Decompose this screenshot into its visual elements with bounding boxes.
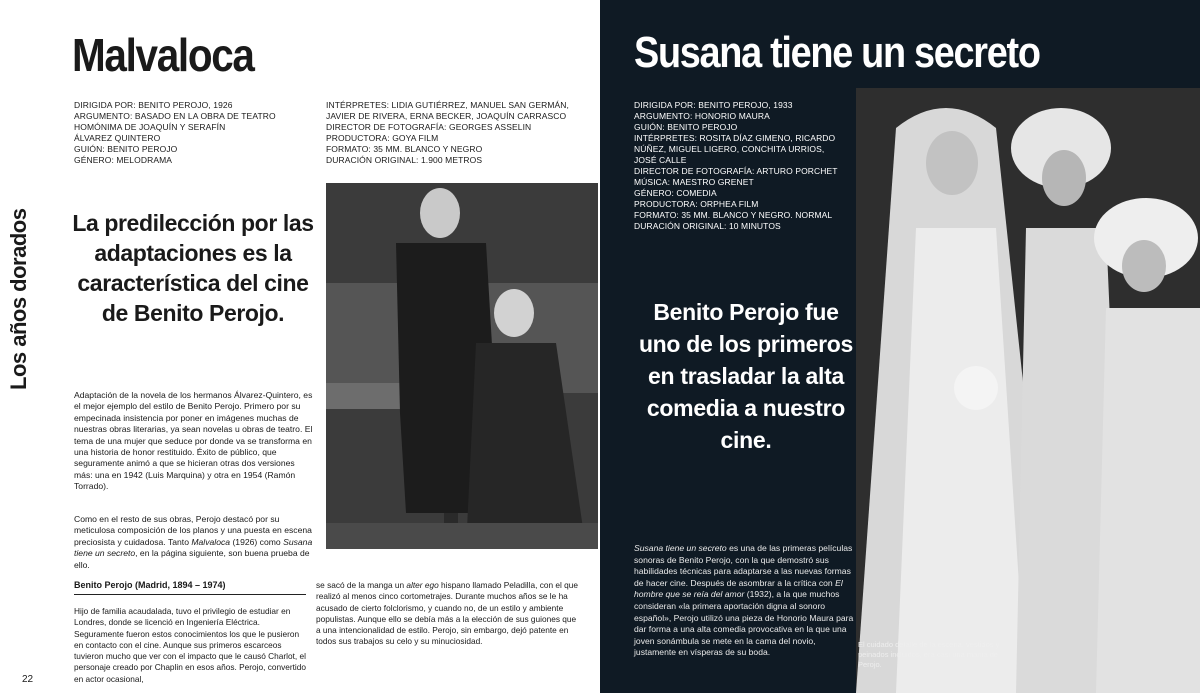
credit-line: DURACIÓN ORIGINAL: 1.900 METROS (326, 155, 483, 165)
credit-line: INTÉRPRETES: LIDIA GUTIÉRREZ, MANUEL SAN GERMÁN, (326, 100, 569, 110)
credit-line: ÁLVAREZ QUINTERO (74, 133, 161, 143)
intro-paragraph-2: Como en el resto de sus obras, Perojo destacó por su meticulosa composición de los planos y una puesta en escena preciosista y cuidadosa. Tanto Malvaloca (1926) como Susana tiene un secreto, en la página siguiente, son buena prueba de ello. (74, 514, 313, 570)
credits-column (634, 100, 854, 232)
credit-line: GÉNERO: COMEDIA (634, 188, 717, 198)
credit-line: ARGUMENTO: BASADO EN LA OBRA DE TEATRO (74, 111, 276, 121)
credit-line: DIRIGIDA POR: BENITO PEROJO, 1926 (74, 100, 233, 110)
credit-line: JAVIER DE RIVERA, ERNA BECKER, JOAQUÍN CARRASCO (326, 111, 567, 121)
section-side-title-text: Los años dorados (6, 208, 31, 390)
credit-line: GÉNERO: MELODRAMA (74, 155, 173, 165)
bio-column-2: se sacó de la manga un alter ego hispano llamado Peladilla, con el que realizó al menos cinco cortometrajes. Durante muchos años se le ha acusado de cierto folclorismo, y cuando no, de un estilo y ambiente populistas. Aunque ello se debía más a la elección de sus guiones que a una intencionalidad de estilo. Perojo, sin embargo, dejó patente en todos sus trabajos su celo y su minuciosidad. (316, 580, 579, 647)
credit-line: DURACIÓN ORIGINAL: 10 MINUTOS (634, 221, 781, 231)
film-title-susana: Susana tiene un secreto (634, 28, 1040, 77)
credit-line: GUIÓN: BENITO PEROJO (74, 144, 178, 154)
credit-line: INTÉRPRETES: ROSITA DÍAZ GIMENO, RICARDO (634, 133, 836, 143)
credit-line: GUIÓN: BENITO PEROJO (634, 122, 738, 132)
photo-caption: El cuidado detalle de la escena, vestidos y peinados incluidos, era casi una manía de Perojo. (858, 640, 1000, 669)
credit-line: JOSÉ CALLE (634, 155, 687, 165)
credits-column-2 (326, 100, 576, 166)
intro-paragraph: Adaptación de la novela de los hermanos Álvarez-Quintero, es el mejor ejemplo del estilo de Benito Perojo. Primero por su empecinada insistencia por poner en imágenes muchas de nuestras obras literarias, ya sean novelas u obras de teatro. El tema de una mujer que seduce por donde va se transforma en una historia de honor restituido. Éxito de público, que seguramente animó a que se hicieran otras dos versiones más: una en 1942 (Luis Marquina) y otra en 1954 (Ramón Torrado). (74, 390, 313, 492)
credit-line: ARGUMENTO: HONORIO MAURA (634, 111, 770, 121)
credit-line: PRODUCTORA: GOYA FILM (326, 133, 439, 143)
pullquote: La predilección por las adaptaciones es la característica del cine de Benito Perojo. (72, 210, 314, 326)
credit-line: NÚÑEZ, MIGUEL LIGERO, CONCHITA URRIOS, (634, 144, 825, 154)
bio-heading: Benito Perojo (Madrid, 1894 – 1974) (74, 580, 306, 595)
body-paragraph: Susana tiene un secreto es una de las primeras películas sonoras de Benito Perojo, con la que demostró sus habilidades técnicas para adaptarse a las nuevas formas de hacer cine. Después de asombrar a la crítica con El hombre que se reía del amor (1932), a la que muchos consideran «la primera aportación digna al sonoro español», Perojo utilizó una pieza de Honorio Maura para dar forma a una alta comedia provocativa en la que una joven sonámbula se mete en la cama del novio, justamente en vísperas de su boda. (634, 543, 854, 658)
credit-line: DIRECTOR DE FOTOGRAFÍA: ARTURO PORCHET (634, 166, 838, 176)
credit-line: FORMATO: 35 MM. BLANCO Y NEGRO (326, 144, 483, 154)
section-side-title (6, 210, 46, 390)
page-number: 22 (22, 674, 34, 685)
credit-line: HOMÓNIMA DE JOAQUÍN Y SERAFÍN (74, 122, 226, 132)
credit-line: FORMATO: 35 MM. BLANCO Y NEGRO. NORMAL (634, 210, 833, 220)
wedding-scene-photo (856, 88, 1200, 693)
film-still-photo (326, 183, 598, 549)
film-title-malvaloca: Malvaloca (72, 29, 254, 81)
bio-column-1: Hijo de familia acaudalada, tuvo el privilegio de estudiar en Londres, donde se licenció en Ingeniería Eléctrica. Seguramente fueron estos conocimientos los que le pusieron en contacto con el cine. Aunque sus primeros escarceos tuvieron mucho que ver con el impacto que le causó Charlot, el personaje creado por Chaplin en esos años. Perojo, convertido en actor ocasional, (74, 606, 306, 684)
pullquote: Benito Perojo fue uno de los primeros en trasladar la alta comedia a nuestro cine. (638, 299, 854, 453)
credits-column-1 (74, 100, 304, 166)
credit-line: DIRIGIDA POR: BENITO PEROJO, 1933 (634, 100, 793, 110)
credit-line: MÚSICA: MAESTRO GRENET (634, 177, 754, 187)
film-still-illustration (326, 183, 598, 549)
wedding-scene-illustration (856, 88, 1200, 693)
credit-line: DIRECTOR DE FOTOGRAFÍA: GEORGES ASSELIN (326, 122, 532, 132)
credit-line: PRODUCTORA: ORPHEA FILM (634, 199, 759, 209)
right-page (600, 0, 1200, 693)
